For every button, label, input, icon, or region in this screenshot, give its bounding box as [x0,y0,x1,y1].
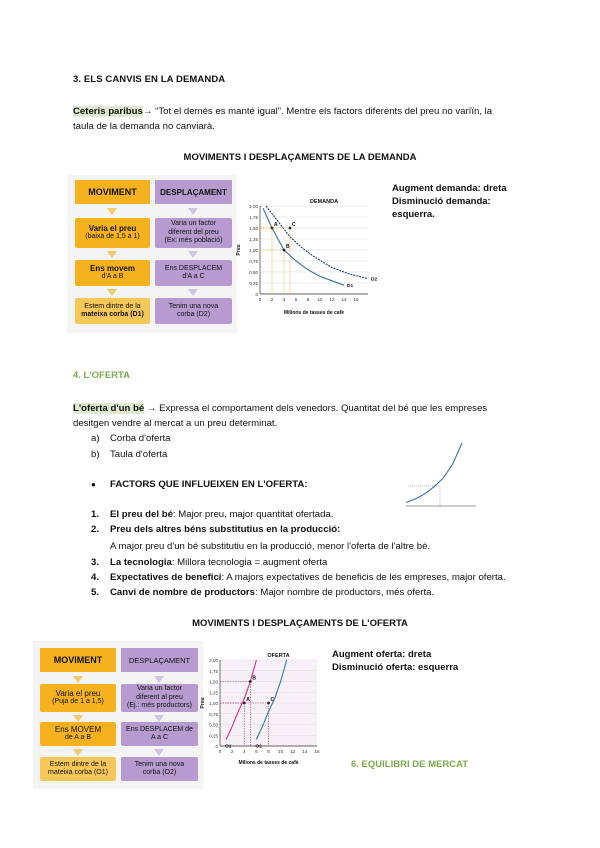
supply-diagram-title: MOVIMENTS I DESPLAÇAMENTS DE L'OFERTA [192,618,408,629]
chart-title: OFERTA [267,653,290,659]
demand-moviment-box-1: Varia el preu (baixa de 1,5 a 1) [75,218,150,248]
y-tick-label: 1,25 [249,237,258,242]
factor-number: 3. [91,557,100,568]
y-axis-label: Preu [236,244,242,256]
x-tick-label: 12 [290,749,296,754]
series-label: O1 [225,744,232,750]
point-label: A [274,222,278,228]
x-tick-label: 6 [255,749,258,754]
y-tick-label: 1,75 [209,668,218,674]
demand-desplacament-box-2: Ens DESPLACEM d'A a C [155,260,232,286]
section-3-heading: 3. ELS CANVIS EN LA DEMANDA [73,74,226,85]
x-tick-label: 2 [230,749,234,754]
arrow-down-icon [73,715,83,722]
oferta-term: L'oferta d'un bé [73,403,145,414]
data-point [283,249,286,252]
list-marker: a) [91,433,100,444]
supply-curve-sketch [376,432,486,518]
series-label: D2 [371,277,378,283]
factor-number: 1. [91,509,100,520]
ceteris-line-2: taula de la demanda no canviarà. [73,121,215,132]
y-tick-label: 0,25 [209,733,218,739]
x-axis-label: Milions de tasses de cafè [283,310,345,316]
supply-moviment-box-2: Ens MOVEM de A a B [40,722,116,746]
arrow-down-icon [107,208,117,215]
demand-chart [236,192,378,316]
y-tick-label: 1,00 [209,701,218,706]
factor-2: Preu dels altres béns substitutius en la producció: [110,524,341,535]
ceteris-term: Ceteris paribus [73,106,143,117]
y-tick-label: 0,75 [209,711,218,717]
chart-title: DEMANDA [309,199,339,205]
y-tick-label: 1,75 [249,215,258,220]
supply-desplacament-header: DESPLAÇAMENT [121,648,198,672]
y-tick-label: 0,50 [249,270,258,275]
factor-2-detail: A major preu d'un bé substitutiu en la producció, menor l'oferta de l'altre bé. [110,541,431,552]
point-label: A [246,697,250,703]
data-point [267,702,270,705]
factor-1: El preu del bé: Major preu, major quantitat ofertada. [110,509,334,520]
arrow-down-icon [154,749,164,756]
x-tick-label: 8 [267,749,270,754]
factor-number: 4. [91,572,100,583]
x-tick-label: 14 [341,297,347,302]
ceteris-paragraph [73,104,533,119]
point-label: B [286,244,290,250]
list-item: Taula d'oferta [110,449,168,460]
arrow-down-icon [73,676,83,683]
x-tick-label: 16 [314,749,320,754]
ceteris-text: → “Tot el demés es manté igual”. Mentre els factors diferents del preu no varïïn, la [142,106,493,117]
arrow-down-icon [107,289,117,296]
demand-diagram-title: MOVIMENTS I DESPLAÇAMENTS DE LA DEMANDA [183,152,417,163]
arrow-down-icon [188,208,198,215]
oferta-definition: L'oferta d'un bé → Expressa el comportament dels venedors. Quantitat del bé que les empreses [73,403,488,414]
supply-curve-line [406,443,462,503]
section-6-heading: 6. EQUILIBRI DE MERCAT [351,759,468,770]
factors-heading: FACTORS QUE INFLUEIXEN EN L'OFERTA: [110,479,308,490]
x-tick-label: 16 [353,297,359,302]
x-tick-label: 2 [270,297,274,302]
oferta-definition-line-2: desitgen vendre al mercat a un preu determinat. [73,418,278,429]
x-tick-label: 6 [294,297,298,302]
point-label: B [252,675,256,682]
y-tick-label: 1,50 [209,679,218,685]
x-tick-label: 10 [278,749,284,754]
supply-moviment-header: MOVIMENT [40,648,116,672]
x-tick-label: 10 [317,297,323,302]
demand-moviment-header: MOVIMENT [75,180,150,204]
supply-desplacament-box-3: Tenim una nova corba (O2) [121,757,198,781]
section-4-heading: 4. L'OFERTA [73,370,130,381]
y-axis-label: Preu [200,697,206,709]
series-line-D1 [263,208,344,285]
demand-desplacament-box-3: Tenim una nova corba (D2) [155,298,232,324]
y-tick-label: 0 [215,744,218,749]
supply-moviment-box-3: Estem dintre de la mateixa corba (O1) [40,757,116,781]
x-tick-label: 0 [258,297,262,302]
y-tick-label: 0,25 [249,281,258,286]
demand-moviment-box-3: Estem dintre de la mateixa corba (D1) [75,298,150,324]
x-tick-label: 4 [282,297,286,302]
y-tick-label: 1,25 [209,690,218,696]
factor-number: 2. [91,524,100,535]
arrow-down-icon [73,749,83,756]
x-tick-label: 4 [242,749,246,754]
y-tick-label: 2,00 [209,658,218,663]
y-tick-label: 0,75 [249,259,258,264]
y-tick-label: 0 [255,292,258,297]
series-label: O2 [255,744,262,750]
arrow-down-icon [154,676,164,683]
x-tick-label: 12 [329,297,335,302]
factor-5: Canvi de nombre de productors: Major nombre de productors, més oferta. [110,587,435,598]
x-tick-label: 14 [302,749,308,754]
data-point [249,680,252,683]
supply-desplacament-box-2: Ens DESPLACEM de A a C [121,722,198,746]
list-item: Corba d'oferta [110,433,171,444]
y-tick-label: 2,00 [249,204,258,209]
factor-number: 5. [91,587,100,598]
arrow-down-icon [107,251,117,258]
point-label: C [270,697,275,703]
demand-moviment-box-2: Ens movem d'A a B [75,260,150,286]
series-label: D1 [347,284,354,290]
factor-3: La tecnologia: Millora tecnologia = augment oferta [110,557,328,568]
arrow-down-icon [188,289,198,296]
data-point [289,227,292,230]
y-tick-label: 1,50 [249,226,258,231]
supply-chart [200,646,325,766]
arrow-down-icon [188,251,198,258]
arrow-down-icon [154,715,164,722]
y-tick-label: 0,50 [209,722,218,728]
bullet-icon: ● [91,480,96,489]
supply-side-notes: Augment oferta: dreta Disminució oferta: esquerra [332,649,459,673]
x-tick-label: 8 [306,297,310,302]
y-tick-label: 1,00 [249,248,258,253]
factor-4: Expectatives de benefici: A majors expectatives de beneficis de les empreses, major oferta. [110,572,506,583]
x-axis-label: Milions de tasses de cafè [238,760,299,766]
point-label: C [292,222,296,228]
x-tick-label: 0 [218,749,222,754]
demand-side-notes: Augment demanda: dreta Disminució demanda: esquerra. [392,183,507,220]
list-marker: b) [91,449,100,460]
demand-desplacament-box-1: Varia un factor diferent del preu (Ex: més població) [155,218,232,248]
supply-moviment-box-1: Varia el preu (Puja de 1 a 1,5) [40,684,116,712]
demand-desplacament-header: DESPLAÇAMENT [155,180,232,204]
supply-desplacament-box-1: Varia un factor diferent al preu (Ej.: més productors) [121,684,198,712]
